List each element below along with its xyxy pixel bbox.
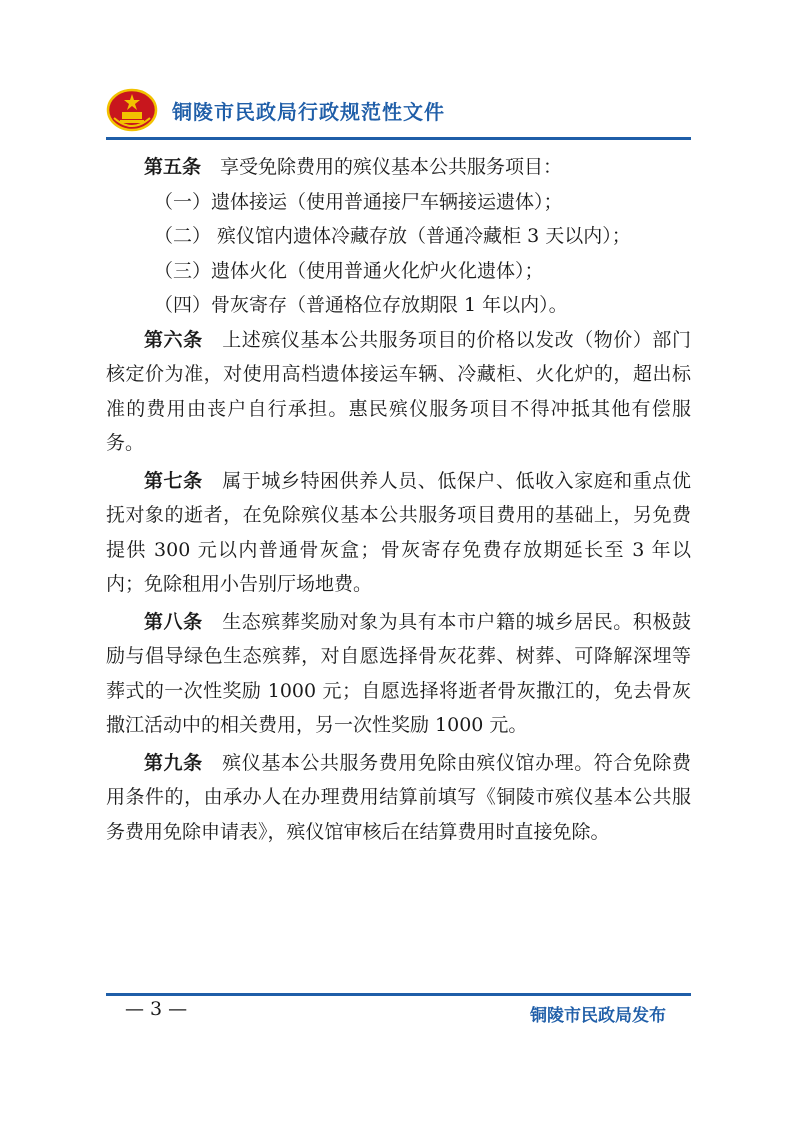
article-7-label: 第七条 xyxy=(144,469,203,492)
article-5-item-3: （三）遗体火化（使用普通火化炉火化遗体）； xyxy=(154,259,544,282)
article-9-label: 第九条 xyxy=(144,751,203,774)
article-5-text: 享受免除费用的殡仪基本公共服务项目： xyxy=(220,156,563,178)
article-5-item-4: （四）骨灰寄存（普通格位存放期限 1 年以内）。 xyxy=(154,294,568,316)
article-6-label: 第六条 xyxy=(144,328,203,351)
article-9 xyxy=(106,746,691,850)
article-5 xyxy=(106,150,691,185)
footer-divider xyxy=(106,993,691,996)
page-number: — 3 — xyxy=(125,998,188,1020)
document-header xyxy=(106,84,691,140)
article-7 xyxy=(106,464,691,602)
article-5-item-2: （二） 殡仪馆内遗体冷藏存放（普通冷藏柜 3 天以内）； xyxy=(154,225,631,247)
article-8 xyxy=(106,605,691,743)
article-8-text: 生态殡葬奖励对象为具有本市户籍的城乡居民。积极鼓励与倡导绿色生态殡葬，对自愿选择骨灰花葬、树葬、可降解深埋等葬式的一次性奖励 1000 元；自愿选择将逝者骨灰撒江的，免去骨灰撒江活动中的相关费用，另一次性奖励 1000 元。 xyxy=(106,610,691,736)
publisher-label: 铜陵市民政局发布 xyxy=(530,1006,666,1026)
article-6-text: 上述殡仪基本公共服务项目的价格以发改（物价）部门核定价为准，对使用高档遗体接运车辆、冷藏柜、火化炉的，超出标准的费用由丧户自行承担。惠民殡仪服务项目不得冲抵其他有偿服务。 xyxy=(106,328,691,454)
article-5-label: 第五条 xyxy=(144,156,202,178)
header-title: 铜陵市民政局行政规范性文件 xyxy=(172,100,445,124)
header-divider xyxy=(106,137,691,140)
article-9-text: 殡仪基本公共服务费用免除由殡仪馆办理。符合免除费用条件的，由承办人在办理费用结算前填写《铜陵市殡仪基本公共服务费用免除申请表》，殡仪馆审核后在结算费用时直接免除。 xyxy=(106,751,691,843)
article-8-label: 第八条 xyxy=(144,610,203,633)
article-7-text: 属于城乡特困供养人员、低保户、低收入家庭和重点优抚对象的逝者，在免除殡仪基本公共服务项目费用的基础上，另免费提供 300 元以内普通骨灰盒；骨灰寄存免费存放期延长至 3 年以内；免除租用小告别厅场地费。 xyxy=(106,469,691,595)
article-6 xyxy=(106,323,691,461)
document-body xyxy=(106,150,691,849)
national-emblem-icon xyxy=(106,88,158,132)
article-5-item-1: （一）遗体接运（使用普通接尸车辆接运遗体）； xyxy=(154,190,563,213)
